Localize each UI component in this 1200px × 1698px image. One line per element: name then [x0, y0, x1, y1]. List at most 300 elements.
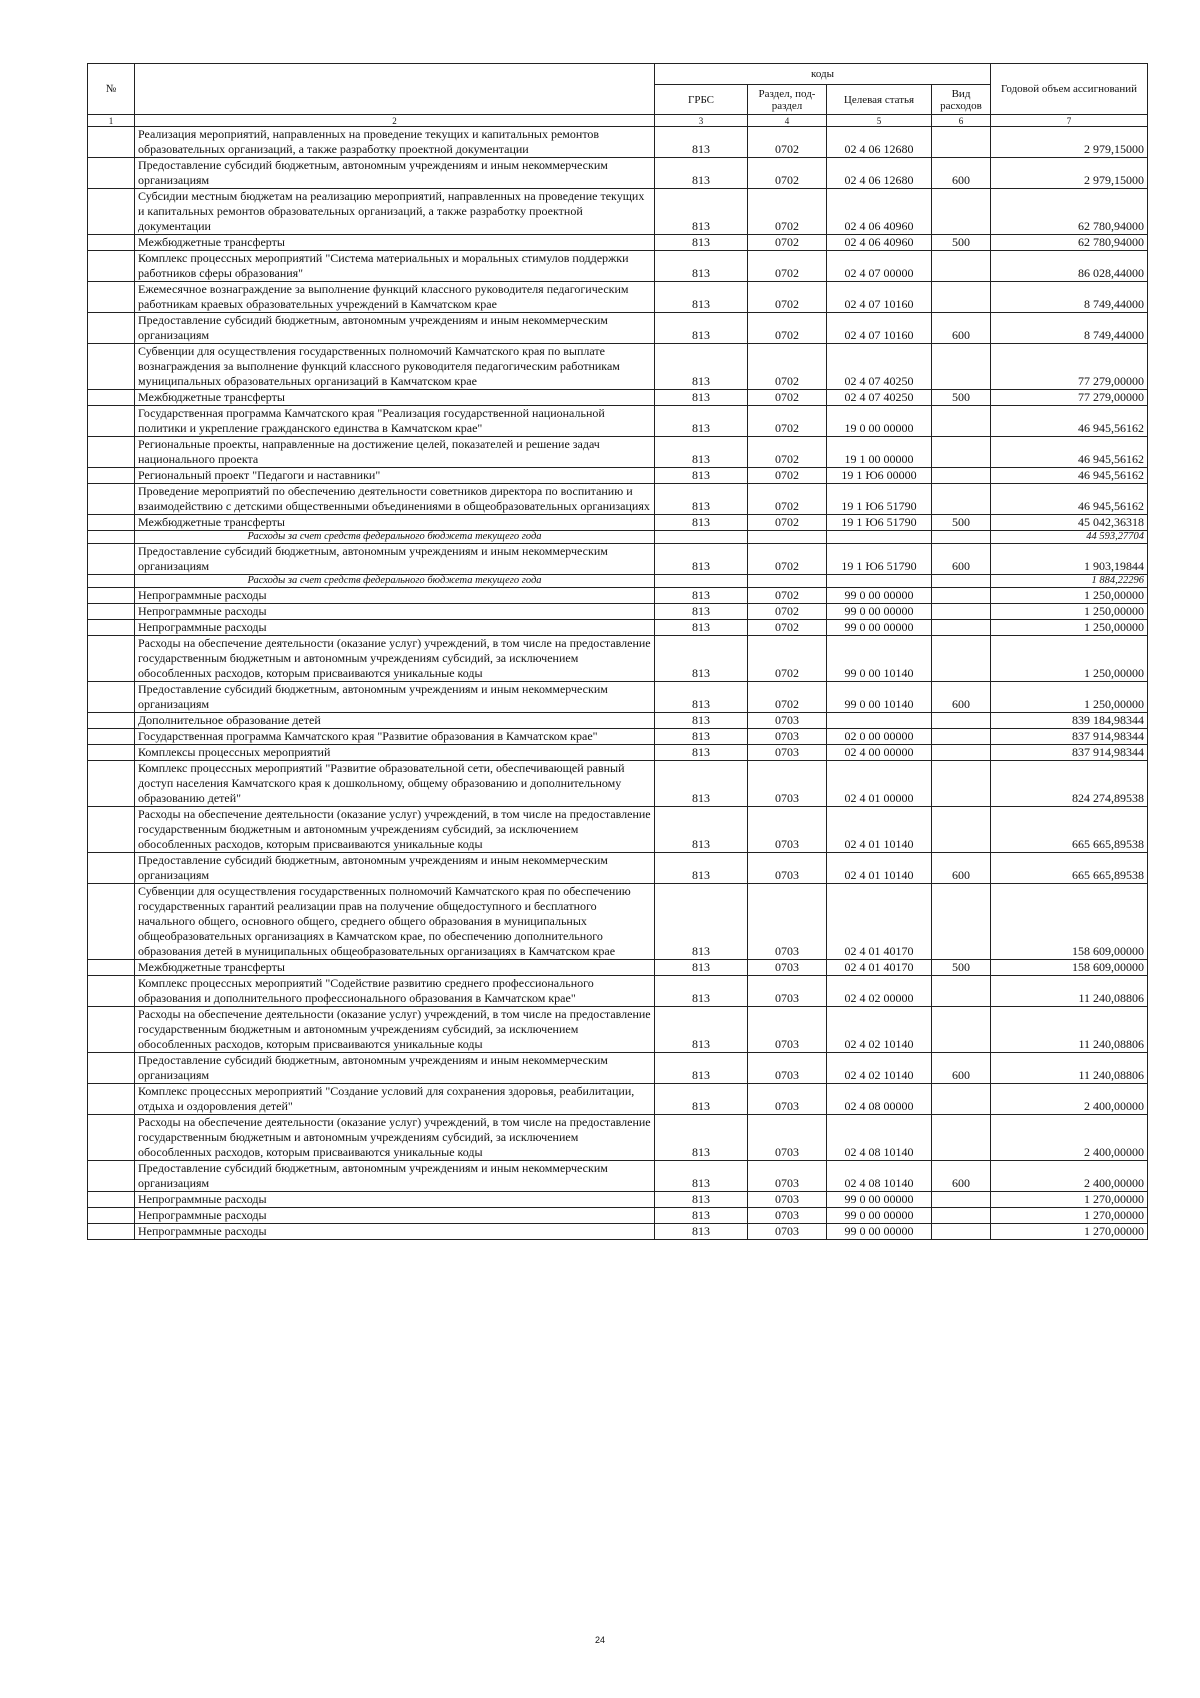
row-amount: 824 274,89538 — [991, 761, 1148, 807]
row-number-cell — [88, 853, 135, 884]
row-description: Непрограммные расходы — [135, 588, 655, 604]
column-number: 6 — [932, 115, 991, 127]
table-row — [88, 807, 1148, 853]
row-amount: 1 270,00000 — [991, 1208, 1148, 1224]
row-amount: 86 028,44000 — [991, 251, 1148, 282]
table-row — [88, 1007, 1148, 1053]
row-section-code — [748, 531, 827, 544]
row-grbs-code: 813 — [655, 1161, 748, 1192]
table-row — [88, 1115, 1148, 1161]
table-row — [88, 620, 1148, 636]
row-amount: 2 979,15000 — [991, 158, 1148, 189]
row-grbs-code: 813 — [655, 884, 748, 960]
row-grbs-code: 813 — [655, 620, 748, 636]
header-expense-type: Вид расходов — [932, 85, 991, 115]
table-row — [88, 729, 1148, 745]
row-description: Предоставление субсидий бюджетным, автономным учреждениям и иным некоммерческим организациям — [135, 158, 655, 189]
row-number-cell — [88, 251, 135, 282]
row-grbs-code: 813 — [655, 976, 748, 1007]
row-description: Комплекс процессных мероприятий "Развитие образовательной сети, обеспечивающей равный доступ населения Камчатского края к дошкольному, общему образованию и дополнительному образованию детей" — [135, 761, 655, 807]
row-section-code: 0703 — [748, 1053, 827, 1084]
table-row — [88, 158, 1148, 189]
row-section-code: 0703 — [748, 1224, 827, 1240]
table-row — [88, 884, 1148, 960]
header-grbs: ГРБС — [655, 85, 748, 115]
row-grbs-code: 813 — [655, 437, 748, 468]
row-grbs-code: 813 — [655, 1192, 748, 1208]
row-amount: 46 945,56162 — [991, 484, 1148, 515]
row-grbs-code — [655, 575, 748, 588]
row-description: Предоставление субсидий бюджетным, автономным учреждениям и иным некоммерческим организациям — [135, 853, 655, 884]
federal-budget-subrow — [88, 531, 1148, 544]
row-amount: 665 665,89538 — [991, 807, 1148, 853]
row-target-article: 99 0 00 00000 — [827, 1192, 932, 1208]
row-section-code: 0702 — [748, 636, 827, 682]
row-target-article: 02 4 07 10160 — [827, 313, 932, 344]
row-amount: 44 593,27704 — [991, 531, 1148, 544]
row-amount: 11 240,08806 — [991, 1053, 1148, 1084]
row-target-article: 02 4 01 10140 — [827, 807, 932, 853]
row-expense-type: 600 — [932, 853, 991, 884]
table-row — [88, 484, 1148, 515]
row-description: Непрограммные расходы — [135, 1208, 655, 1224]
table-row — [88, 251, 1148, 282]
row-number-cell — [88, 620, 135, 636]
header-target-article: Целевая статья — [827, 85, 932, 115]
row-number-cell — [88, 1084, 135, 1115]
table-row — [88, 189, 1148, 235]
row-description: Предоставление субсидий бюджетным, автономным учреждениям и иным некоммерческим организациям — [135, 1161, 655, 1192]
row-description: Расходы на обеспечение деятельности (оказание услуг) учреждений, в том числе на предоставление государственным бюджетным и автономным учреждениям субсидий, за исключением обособленных расходов, которым присваиваются уникальные коды — [135, 1007, 655, 1053]
table-row — [88, 313, 1148, 344]
row-target-article: 99 0 00 10140 — [827, 636, 932, 682]
column-number: 2 — [135, 115, 655, 127]
row-target-article: 02 4 07 00000 — [827, 251, 932, 282]
row-description: Комплексы процессных мероприятий — [135, 745, 655, 761]
row-target-article: 02 4 08 10140 — [827, 1115, 932, 1161]
row-grbs-code: 813 — [655, 1224, 748, 1240]
header-razdel: Раздел, под-раздел — [748, 85, 827, 115]
row-grbs-code: 813 — [655, 682, 748, 713]
row-target-article: 02 4 08 10140 — [827, 1161, 932, 1192]
row-number-cell — [88, 189, 135, 235]
table-row — [88, 713, 1148, 729]
row-section-code: 0703 — [748, 1007, 827, 1053]
row-target-article: 19 1 00 00000 — [827, 437, 932, 468]
row-grbs-code: 813 — [655, 713, 748, 729]
row-number-cell — [88, 884, 135, 960]
column-number: 1 — [88, 115, 135, 127]
row-expense-type — [932, 636, 991, 682]
row-target-article: 19 1 Ю6 51790 — [827, 544, 932, 575]
row-target-article: 02 4 06 40960 — [827, 189, 932, 235]
row-number-cell — [88, 604, 135, 620]
row-amount: 839 184,98344 — [991, 713, 1148, 729]
row-amount: 46 945,56162 — [991, 468, 1148, 484]
row-section-code: 0702 — [748, 313, 827, 344]
row-amount: 1 250,00000 — [991, 620, 1148, 636]
row-expense-type — [932, 729, 991, 745]
row-target-article: 02 4 06 12680 — [827, 127, 932, 158]
row-description: Межбюджетные трансферты — [135, 235, 655, 251]
row-grbs-code: 813 — [655, 807, 748, 853]
row-grbs-code: 813 — [655, 484, 748, 515]
row-number-cell — [88, 761, 135, 807]
row-target-article: 19 1 Ю6 51790 — [827, 515, 932, 531]
row-amount: 837 914,98344 — [991, 745, 1148, 761]
row-number-cell — [88, 575, 135, 588]
row-description: Комплекс процессных мероприятий "Создание условий для сохранения здоровья, реабилитации, отдыха и оздоровления детей" — [135, 1084, 655, 1115]
row-number-cell — [88, 158, 135, 189]
row-expense-type — [932, 531, 991, 544]
row-expense-type — [932, 437, 991, 468]
row-number-cell — [88, 515, 135, 531]
table-row — [88, 1161, 1148, 1192]
row-description: Расходы за счет средств федерального бюджета текущего года — [135, 575, 655, 588]
row-target-article: 02 4 02 00000 — [827, 976, 932, 1007]
column-number: 7 — [991, 115, 1148, 127]
row-expense-type: 600 — [932, 682, 991, 713]
row-expense-type: 600 — [932, 544, 991, 575]
row-amount: 665 665,89538 — [991, 853, 1148, 884]
federal-budget-subrow — [88, 575, 1148, 588]
row-section-code: 0703 — [748, 1115, 827, 1161]
row-expense-type — [932, 344, 991, 390]
row-expense-type — [932, 807, 991, 853]
row-grbs-code: 813 — [655, 604, 748, 620]
row-target-article: 19 1 Ю6 00000 — [827, 468, 932, 484]
table-row — [88, 437, 1148, 468]
row-amount: 46 945,56162 — [991, 406, 1148, 437]
row-description: Субвенции для осуществления государственных полномочий Камчатского края по выплате вознаграждения за выполнение функций классного руководителя педагогическим работникам муниципальных образовательных организаций в Камчатском крае — [135, 344, 655, 390]
row-section-code: 0702 — [748, 515, 827, 531]
row-amount: 1 250,00000 — [991, 604, 1148, 620]
row-section-code: 0702 — [748, 437, 827, 468]
table-header — [88, 64, 1148, 127]
row-grbs-code: 813 — [655, 636, 748, 682]
row-expense-type — [932, 713, 991, 729]
table-row — [88, 976, 1148, 1007]
row-grbs-code: 813 — [655, 729, 748, 745]
row-description: Государственная программа Камчатского края "Реализация государственной национальной политики и укрепление гражданского единства в Камчатском крае" — [135, 406, 655, 437]
row-expense-type — [932, 976, 991, 1007]
header-amount: Годовой объем ассигнований — [991, 64, 1148, 115]
row-number-cell — [88, 1224, 135, 1240]
row-section-code — [748, 575, 827, 588]
row-description: Предоставление субсидий бюджетным, автономным учреждениям и иным некоммерческим организациям — [135, 313, 655, 344]
row-section-code: 0703 — [748, 713, 827, 729]
row-amount: 77 279,00000 — [991, 390, 1148, 406]
row-description: Субсидии местным бюджетам на реализацию мероприятий, направленных на проведение текущих и капитальных ремонтов образовательных организаций, а также разработку проектной документации — [135, 189, 655, 235]
row-expense-type — [932, 620, 991, 636]
row-section-code: 0703 — [748, 761, 827, 807]
row-target-article: 02 4 07 40250 — [827, 344, 932, 390]
row-description: Расходы на обеспечение деятельности (оказание услуг) учреждений, в том числе на предоставление государственным бюджетным и автономным учреждениям субсидий, за исключением обособленных расходов, которым присваиваются уникальные коды — [135, 807, 655, 853]
row-amount: 8 749,44000 — [991, 313, 1148, 344]
row-description: Непрограммные расходы — [135, 604, 655, 620]
row-grbs-code: 813 — [655, 588, 748, 604]
table-body — [88, 127, 1148, 1240]
row-expense-type — [932, 575, 991, 588]
row-grbs-code: 813 — [655, 960, 748, 976]
row-amount: 158 609,00000 — [991, 884, 1148, 960]
row-number-cell — [88, 588, 135, 604]
column-number: 4 — [748, 115, 827, 127]
row-number-cell — [88, 282, 135, 313]
row-expense-type — [932, 127, 991, 158]
table-row — [88, 406, 1148, 437]
table-row — [88, 515, 1148, 531]
row-amount: 2 400,00000 — [991, 1161, 1148, 1192]
row-section-code: 0702 — [748, 406, 827, 437]
table-row — [88, 344, 1148, 390]
row-number-cell — [88, 235, 135, 251]
row-number-cell — [88, 127, 135, 158]
row-section-code: 0702 — [748, 235, 827, 251]
row-grbs-code: 813 — [655, 853, 748, 884]
row-target-article: 02 4 02 10140 — [827, 1053, 932, 1084]
row-number-cell — [88, 1161, 135, 1192]
row-expense-type — [932, 468, 991, 484]
table-row — [88, 127, 1148, 158]
row-section-code: 0702 — [748, 251, 827, 282]
row-number-cell — [88, 313, 135, 344]
row-number-cell — [88, 484, 135, 515]
row-grbs-code: 813 — [655, 344, 748, 390]
row-number-cell — [88, 531, 135, 544]
row-number-cell — [88, 729, 135, 745]
row-grbs-code: 813 — [655, 1084, 748, 1115]
row-description: Ежемесячное вознаграждение за выполнение функций классного руководителя педагогическим работникам краевых образовательных учреждений в Камчатском крае — [135, 282, 655, 313]
row-number-cell — [88, 1192, 135, 1208]
row-section-code: 0702 — [748, 344, 827, 390]
row-section-code: 0703 — [748, 1161, 827, 1192]
row-amount: 45 042,36318 — [991, 515, 1148, 531]
row-expense-type — [932, 251, 991, 282]
row-amount: 62 780,94000 — [991, 189, 1148, 235]
row-expense-type: 600 — [932, 1161, 991, 1192]
row-target-article: 02 4 01 00000 — [827, 761, 932, 807]
row-target-article: 99 0 00 00000 — [827, 604, 932, 620]
row-expense-type — [932, 1007, 991, 1053]
row-description: Межбюджетные трансферты — [135, 960, 655, 976]
column-number: 5 — [827, 115, 932, 127]
row-expense-type — [932, 1115, 991, 1161]
row-number-cell — [88, 976, 135, 1007]
row-expense-type — [932, 189, 991, 235]
row-section-code: 0703 — [748, 976, 827, 1007]
table-row — [88, 390, 1148, 406]
row-grbs-code: 813 — [655, 251, 748, 282]
row-description: Региональные проекты, направленные на достижение целей, показателей и решение задач национального проекта — [135, 437, 655, 468]
row-grbs-code: 813 — [655, 1007, 748, 1053]
row-grbs-code: 813 — [655, 544, 748, 575]
row-number-cell — [88, 682, 135, 713]
row-amount: 1 250,00000 — [991, 588, 1148, 604]
row-target-article: 02 4 01 40170 — [827, 884, 932, 960]
row-section-code: 0702 — [748, 484, 827, 515]
row-target-article — [827, 531, 932, 544]
row-number-cell — [88, 807, 135, 853]
row-description: Предоставление субсидий бюджетным, автономным учреждениям и иным некоммерческим организациям — [135, 1053, 655, 1084]
row-expense-type — [932, 588, 991, 604]
row-grbs-code: 813 — [655, 1115, 748, 1161]
budget-table-page — [87, 63, 1147, 1240]
row-section-code: 0703 — [748, 1192, 827, 1208]
table-row — [88, 1053, 1148, 1084]
row-target-article: 99 0 00 00000 — [827, 620, 932, 636]
row-amount: 2 400,00000 — [991, 1115, 1148, 1161]
row-target-article: 02 4 02 10140 — [827, 1007, 932, 1053]
row-section-code: 0703 — [748, 807, 827, 853]
row-section-code: 0702 — [748, 127, 827, 158]
table-row — [88, 282, 1148, 313]
row-target-article: 02 4 01 10140 — [827, 853, 932, 884]
row-grbs-code — [655, 531, 748, 544]
row-section-code: 0703 — [748, 960, 827, 976]
row-amount: 1 270,00000 — [991, 1224, 1148, 1240]
table-row — [88, 682, 1148, 713]
row-target-article — [827, 713, 932, 729]
row-expense-type — [932, 1208, 991, 1224]
row-expense-type — [932, 884, 991, 960]
row-grbs-code: 813 — [655, 313, 748, 344]
row-amount: 11 240,08806 — [991, 1007, 1148, 1053]
row-section-code: 0702 — [748, 620, 827, 636]
row-expense-type — [932, 1084, 991, 1115]
row-amount: 1 884,22296 — [991, 575, 1148, 588]
row-number-cell — [88, 745, 135, 761]
page-number: 24 — [594, 1635, 605, 1645]
row-grbs-code: 813 — [655, 158, 748, 189]
row-grbs-code: 813 — [655, 189, 748, 235]
row-section-code: 0703 — [748, 745, 827, 761]
row-amount: 1 270,00000 — [991, 1192, 1148, 1208]
row-grbs-code: 813 — [655, 515, 748, 531]
table-row — [88, 636, 1148, 682]
table-row — [88, 745, 1148, 761]
row-target-article: 02 4 06 12680 — [827, 158, 932, 189]
row-grbs-code: 813 — [655, 468, 748, 484]
row-description: Проведение мероприятий по обеспечению деятельности советников директора по воспитанию и взаимодействию с детскими общественными объединениями в общеобразовательных организациях — [135, 484, 655, 515]
row-grbs-code: 813 — [655, 1208, 748, 1224]
row-expense-type: 600 — [932, 1053, 991, 1084]
table-row — [88, 1084, 1148, 1115]
row-number-cell — [88, 960, 135, 976]
row-amount: 11 240,08806 — [991, 976, 1148, 1007]
row-target-article: 02 4 06 40960 — [827, 235, 932, 251]
row-amount: 1 250,00000 — [991, 682, 1148, 713]
row-number-cell — [88, 1007, 135, 1053]
row-description: Межбюджетные трансферты — [135, 515, 655, 531]
row-target-article: 19 1 Ю6 51790 — [827, 484, 932, 515]
row-amount: 2 400,00000 — [991, 1084, 1148, 1115]
row-grbs-code: 813 — [655, 745, 748, 761]
row-description: Субвенции для осуществления государственных полномочий Камчатского края по обеспечению государственных гарантий реализации прав на получение общедоступного и бесплатного начального общего, основного общего, среднего общего образования в муниципальных общеобразовательных организациях в Камчатском крае, по обеспечению дополнительного образования детей в муниципальных общеобразовательных организациях в Камчатском крае — [135, 884, 655, 960]
row-expense-type: 500 — [932, 960, 991, 976]
budget-table — [87, 63, 1148, 1240]
row-description: Комплекс процессных мероприятий "Система материальных и моральных стимулов поддержки работников сферы образования" — [135, 251, 655, 282]
row-description: Непрограммные расходы — [135, 1224, 655, 1240]
row-section-code: 0703 — [748, 729, 827, 745]
table-row — [88, 960, 1148, 976]
row-description: Государственная программа Камчатского края "Развитие образования в Камчатском крае" — [135, 729, 655, 745]
row-number-cell — [88, 544, 135, 575]
row-target-article: 99 0 00 10140 — [827, 682, 932, 713]
row-expense-type: 500 — [932, 235, 991, 251]
row-description: Межбюджетные трансферты — [135, 390, 655, 406]
row-grbs-code: 813 — [655, 406, 748, 437]
row-amount: 1 903,19844 — [991, 544, 1148, 575]
row-description: Региональный проект "Педагоги и наставники" — [135, 468, 655, 484]
row-description: Расходы за счет средств федерального бюджета текущего года — [135, 531, 655, 544]
row-amount: 62 780,94000 — [991, 235, 1148, 251]
row-target-article: 02 4 07 40250 — [827, 390, 932, 406]
row-grbs-code: 813 — [655, 127, 748, 158]
row-amount: 8 749,44000 — [991, 282, 1148, 313]
row-section-code: 0702 — [748, 189, 827, 235]
row-section-code: 0702 — [748, 468, 827, 484]
row-expense-type: 500 — [932, 515, 991, 531]
header-codes: коды — [655, 64, 991, 85]
row-target-article — [827, 575, 932, 588]
row-expense-type: 600 — [932, 158, 991, 189]
row-description: Предоставление субсидий бюджетным, автономным учреждениям и иным некоммерческим организациям — [135, 682, 655, 713]
row-description: Непрограммные расходы — [135, 1192, 655, 1208]
row-target-article: 99 0 00 00000 — [827, 588, 932, 604]
row-target-article: 99 0 00 00000 — [827, 1224, 932, 1240]
row-section-code: 0702 — [748, 282, 827, 313]
table-row — [88, 604, 1148, 620]
row-grbs-code: 813 — [655, 282, 748, 313]
row-number-cell — [88, 636, 135, 682]
row-target-article: 02 0 00 00000 — [827, 729, 932, 745]
table-row — [88, 761, 1148, 807]
table-row — [88, 468, 1148, 484]
row-section-code: 0702 — [748, 604, 827, 620]
row-expense-type: 500 — [932, 390, 991, 406]
row-amount: 837 914,98344 — [991, 729, 1148, 745]
row-number-cell — [88, 1115, 135, 1161]
row-expense-type — [932, 1224, 991, 1240]
row-description: Предоставление субсидий бюджетным, автономным учреждениям и иным некоммерческим организациям — [135, 544, 655, 575]
row-number-cell — [88, 1208, 135, 1224]
row-section-code: 0702 — [748, 544, 827, 575]
row-number-cell — [88, 344, 135, 390]
row-expense-type — [932, 761, 991, 807]
row-target-article: 02 4 01 40170 — [827, 960, 932, 976]
row-target-article: 02 4 00 00000 — [827, 745, 932, 761]
table-row — [88, 1192, 1148, 1208]
row-amount: 46 945,56162 — [991, 437, 1148, 468]
row-description: Комплекс процессных мероприятий "Содействие развитию среднего профессионального образования и дополнительного профессионального образования в Камчатском крае" — [135, 976, 655, 1007]
table-row — [88, 544, 1148, 575]
row-description: Расходы на обеспечение деятельности (оказание услуг) учреждений, в том числе на предоставление государственным бюджетным и автономным учреждениям субсидий, за исключением обособленных расходов, которым присваиваются уникальные коды — [135, 636, 655, 682]
header-number: № — [88, 64, 135, 115]
row-number-cell — [88, 713, 135, 729]
row-section-code: 0702 — [748, 588, 827, 604]
row-expense-type: 600 — [932, 313, 991, 344]
row-target-article: 02 4 07 10160 — [827, 282, 932, 313]
row-section-code: 0702 — [748, 682, 827, 713]
row-target-article: 99 0 00 00000 — [827, 1208, 932, 1224]
table-row — [88, 588, 1148, 604]
row-section-code: 0703 — [748, 884, 827, 960]
row-expense-type — [932, 1192, 991, 1208]
row-section-code: 0703 — [748, 1208, 827, 1224]
row-grbs-code: 813 — [655, 761, 748, 807]
row-grbs-code: 813 — [655, 1053, 748, 1084]
